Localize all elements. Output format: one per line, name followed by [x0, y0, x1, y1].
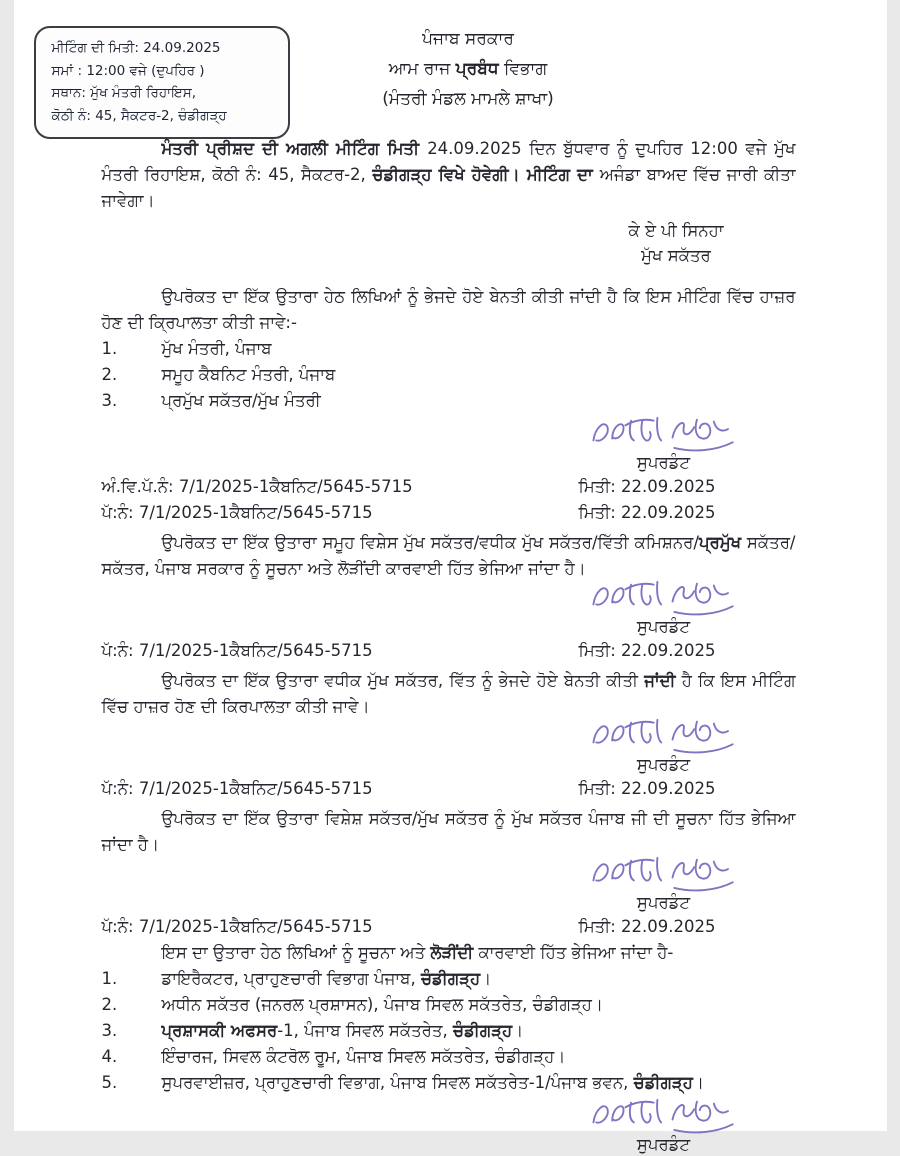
- distribution-number: 4.: [102, 1044, 162, 1070]
- superintendent-label: ਸੁਪਰਡੰਟ: [584, 616, 744, 638]
- signature-block: [584, 1088, 744, 1156]
- signature-block: [584, 406, 744, 474]
- reference-number: ਪੱ:ਨੰ: 7/1/2025-1ਕੈਬਨਿਟ/5645-5715: [102, 776, 373, 802]
- reference-row: [102, 776, 796, 802]
- handwritten-signature: [584, 406, 744, 456]
- distribution-number: 3.: [102, 1018, 162, 1044]
- meeting-address-line: ਕੋਠੀ ਨੰ: 45, ਸੈਕਟਰ-2, ਚੰਡੀਗੜ੍ਹ: [52, 105, 274, 128]
- letterhead-department: ਆਮ ਰਾਜ ਪ੍ਰਬੰਧ ਵਿਭਾਗ: [32, 54, 900, 84]
- meeting-venue-line: ਸਥਾਨ: ਮੁੱਖ ਮੰਤਰੀ ਰਿਹਾਇਸ,: [52, 82, 274, 105]
- superintendent-label: ਸੁਪਰਡੰਟ: [584, 754, 744, 776]
- reference-number: ਪੱ:ਨੰ: 7/1/2025-1ਕੈਬਨਿਟ/5645-5715: [102, 638, 373, 664]
- signatory-title: ਮੁੱਖ ਸਕੱਤਰ: [628, 243, 723, 268]
- signatory-name: ਕੇ ਏ ਪੀ ਸਿਨਹਾ: [628, 218, 723, 243]
- reference-number: ਪੱ:ਨੰ: 7/1/2025-1ਕੈਬਨਿਟ/5645-5715: [102, 914, 373, 940]
- distribution-number: 2.: [102, 992, 162, 1018]
- distribution-text: ਡਾਇਰੈਕਟਰ, ਪ੍ਰਾਹੁਣਚਾਰੀ ਵਿਭਾਗ ਪੰਜਾਬ, ਚੰਡੀਗੜ੍ਹ।: [162, 966, 796, 992]
- distribution-number: 5.: [102, 1070, 162, 1096]
- recipient-number: 1.: [102, 336, 162, 362]
- reference-row: [102, 638, 796, 664]
- forwarding-paragraph-4: ਉਪਰੋਕਤ ਦਾ ਇੱਕ ਉਤਾਰਾ ਵਿਸ਼ੇਸ਼ ਸਕੱਤਰ/ਮੁੱਖ ਸਕੱਤਰ ਨੂੰ ਮੁੱਖ ਸਕੱਤਰ ਪੰਜਾਬ ਜੀ ਦੀ ਸੂਚਨਾ ਹਿੱਤ ਭੇਜਿਆ ਜਾਂਦਾ ਹੈ।: [102, 806, 796, 858]
- signature-block: [584, 846, 744, 914]
- signature-block: [584, 570, 744, 638]
- meeting-date-line: ਮੀਟਿੰਗ ਦੀ ਮਿਤੀ: 24.09.2025: [52, 37, 274, 60]
- reference-date: ਮਿਤੀ: 22.09.2025: [579, 638, 716, 664]
- distribution-item: [102, 1018, 796, 1044]
- government-letter-page: [14, 0, 887, 1131]
- forwarding-paragraph-1: ਉਪਰੋਕਤ ਦਾ ਇੱਕ ਉਤਾਰਾ ਹੇਠ ਲਿਖਿਆਂ ਨੂੰ ਭੇਜਦੇ ਹੋਏ ਬੇਨਤੀ ਕੀਤੀ ਜਾਂਦੀ ਹੈ ਕਿ ਇਸ ਮੀਟਿੰਗ ਵਿੱਚ ਹਾਜ਼ਰ ਹੋਣ ਦੀ ਕ੍ਰਿਪਾਲਤਾ ਕੀਤੀ ਜਾਵੇ:-: [102, 284, 796, 336]
- opening-paragraph: ਮੰਤਰੀ ਪ੍ਰੀਸ਼ਦ ਦੀ ਅਗਲੀ ਮੀਟਿੰਗ ਮਿਤੀ 24.09.2025 ਦਿਨ ਬੁੱਧਵਾਰ ਨੂੰ ਦੁਪਹਿਰ 12:00 ਵਜੇ ਮੁੱਖ ਮੰਤਰੀ ਰਿਹਾਇਸ਼, ਕੋਠੀ ਨੰ: 45, ਸੈਕਟਰ-2, ਚੰਡੀਗੜ੍ਹ ਵਿਖੇ ਹੋਵੇਗੀ। ਮੀਟਿੰਗ ਦਾ ਅਜੰਡਾ ਬਾਅਦ ਵਿੱਚ ਜਾਰੀ ਕੀਤਾ ਜਾਵੇਗਾ।: [102, 136, 796, 214]
- superintendent-label: ਸੁਪਰਡੰਟ: [584, 892, 744, 914]
- reference-number: ਪੱ:ਨੰ: 7/1/2025-1ਕੈਬਨਿਟ/5645-5715: [102, 500, 373, 526]
- signatory-block: [628, 218, 723, 268]
- superintendent-label: ਸੁਪਰਡੰਟ: [584, 452, 744, 474]
- reference-number: ਅੰ.ਵਿ.ਪੱ.ਨੰ: 7/1/2025-1ਕੈਬਨਿਟ/5645-5715: [102, 474, 413, 500]
- reference-date: ਮਿਤੀ: 22.09.2025: [579, 500, 716, 526]
- letterhead-government: ਪੰਜਾਬ ਸਰਕਾਰ: [32, 24, 900, 54]
- reference-row: [102, 500, 796, 526]
- signature-block: [584, 708, 744, 776]
- handwritten-signature: [584, 846, 744, 896]
- distribution-item: [102, 966, 796, 992]
- distribution-text: ਪ੍ਰਸ਼ਾਸਕੀ ਅਫਸਰ-1, ਪੰਜਾਬ ਸਿਵਲ ਸਕੱਤਰੇਤ, ਚੰਡੀਗੜ੍ਹ।: [162, 1018, 796, 1044]
- reference-date: ਮਿਤੀ: 22.09.2025: [579, 474, 716, 500]
- handwritten-signature: [584, 708, 744, 758]
- recipient-text: ਮੁੱਖ ਮੰਤਰੀ, ਪੰਜਾਬ: [162, 336, 796, 362]
- reference-row: [102, 914, 796, 940]
- recipient-row: [102, 336, 796, 362]
- distribution-text: ਸੁਪਰਵਾਈਜ਼ਰ, ਪ੍ਰਾਹੁਣਚਾਰੀ ਵਿਭਾਗ, ਪੰਜਾਬ ਸਿਵਲ ਸਕੱਤਰੇਤ-1/ਪੰਜਾਬ ਭਵਨ, ਚੰਡੀਗੜ੍ਹ।: [162, 1070, 796, 1096]
- distribution-item: [102, 1044, 796, 1070]
- distribution-text: ਇੰਚਾਰਜ, ਸਿਵਲ ਕੰਟਰੋਲ ਰੂਮ, ਪੰਜਾਬ ਸਿਵਲ ਸਕੱਤਰੇਤ, ਚੰਡੀਗੜ੍ਹ।: [162, 1044, 796, 1070]
- distribution-intro: ਇਸ ਦਾ ਉਤਾਰਾ ਹੇਠ ਲਿਖਿਆਂ ਨੂੰ ਸੂਚਨਾ ਅਤੇ ਲੋੜੀਂਦੀ ਕਾਰਵਾਈ ਹਿੱਤ ਭੇਜਿਆ ਜਾਂਦਾ ਹੈ-: [102, 940, 796, 966]
- recipient-row: [102, 362, 796, 388]
- reference-row: [102, 474, 796, 500]
- handwritten-signature: [584, 570, 744, 620]
- distribution-text: ਅਧੀਨ ਸਕੱਤਰ (ਜਨਰਲ ਪ੍ਰਸ਼ਾਸਨ), ਪੰਜਾਬ ਸਿਵਲ ਸਕੱਤਰੇਤ, ਚੰਡੀਗੜ੍ਹ।: [162, 992, 796, 1018]
- superintendent-label: ਸੁਪਰਡੰਟ: [584, 1134, 744, 1156]
- distribution-number: 1.: [102, 966, 162, 992]
- handwritten-signature: [584, 1088, 744, 1138]
- recipient-number: 3.: [102, 388, 162, 414]
- recipient-text: ਸਮੂਹ ਕੈਬਨਿਟ ਮੰਤਰੀ, ਪੰਜਾਬ: [162, 362, 796, 388]
- recipient-number: 2.: [102, 362, 162, 388]
- reference-date: ਮਿਤੀ: 22.09.2025: [579, 776, 716, 802]
- distribution-item: [102, 992, 796, 1018]
- forwarding-paragraph-2: ਉਪਰੋਕਤ ਦਾ ਇੱਕ ਉਤਾਰਾ ਸਮੂਹ ਵਿਸ਼ੇਸ ਮੁੱਖ ਸਕੱਤਰ/ਵਧੀਕ ਮੁੱਖ ਸਕੱਤਰ/ਵਿੱਤੀ ਕਮਿਸ਼ਨਰ/ਪ੍ਰਮੁੱਖ ਸਕੱਤਰ/ਸਕੱਤਰ, ਪੰਜਾਬ ਸਰਕਾਰ ਨੂੰ ਸੂਚਨਾ ਅਤੇ ਲੋੜੀਂਦੀ ਕਾਰਵਾਈ ਹਿੱਤ ਭੇਜਿਆ ਜਾਂਦਾ ਹੈ।: [102, 530, 796, 582]
- meeting-time-line: ਸਮਾਂ : 12:00 ਵਜੇ (ਦੁਪਹਿਰ ): [52, 60, 274, 83]
- letterhead: [32, 0, 900, 114]
- forwarding-paragraph-3: ਉਪਰੋਕਤ ਦਾ ਇੱਕ ਉਤਾਰਾ ਵਧੀਕ ਮੁੱਖ ਸਕੱਤਰ, ਵਿੱਤ ਨੂੰ ਭੇਜਦੇ ਹੋਏ ਬੇਨਤੀ ਕੀਤੀ ਜਾਂਦੀ ਹੈ ਕਿ ਇਸ ਮੀਟਿੰਗ ਵਿੱਚ ਹਾਜ਼ਰ ਹੋਣ ਦੀ ਕਿਰਪਾਲਤਾ ਕੀਤੀ ਜਾਵੇ।: [102, 668, 796, 720]
- reference-date: ਮਿਤੀ: 22.09.2025: [579, 914, 716, 940]
- letterhead-branch: (ਮੰਤਰੀ ਮੰਡਲ ਮਾਮਲੇ ਸ਼ਾਖਾ): [32, 84, 900, 114]
- recipient-text: ਪ੍ਰਮੁੱਖ ਸਕੱਤਰ/ਮੁੱਖ ਮੰਤਰੀ: [162, 388, 796, 414]
